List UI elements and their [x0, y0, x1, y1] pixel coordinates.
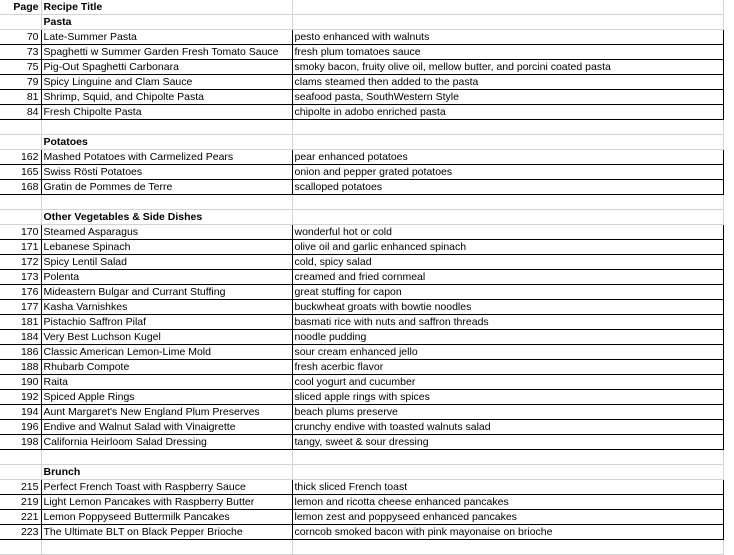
page-number-cell[interactable]: 168 — [0, 180, 41, 195]
blank-row — [0, 540, 723, 555]
recipe-row — [0, 330, 723, 345]
page-number-cell[interactable]: 181 — [0, 315, 41, 330]
recipe-description-cell[interactable]: beach plums preserve — [292, 405, 723, 420]
recipe-row — [0, 75, 723, 90]
page-number-cell[interactable]: 190 — [0, 375, 41, 390]
recipe-title-cell[interactable]: Spaghetti w Summer Garden Fresh Tomato Sauce — [41, 45, 292, 60]
recipe-row — [0, 150, 723, 165]
recipe-description-cell[interactable]: olive oil and garlic enhanced spinach — [292, 240, 723, 255]
recipe-row — [0, 105, 723, 120]
page-number-cell[interactable]: 70 — [0, 30, 41, 45]
page-column-header[interactable]: Page — [0, 0, 41, 15]
recipe-description-cell[interactable]: crunchy endive with toasted walnuts salad — [292, 420, 723, 435]
empty-cell[interactable] — [292, 135, 723, 150]
recipe-title-cell[interactable]: Raita — [41, 375, 292, 390]
empty-cell[interactable] — [41, 450, 292, 465]
section-header-row — [0, 15, 723, 30]
recipe-description-cell[interactable]: fresh acerbic flavor — [292, 360, 723, 375]
recipe-description-cell[interactable]: basmati rice with nuts and saffron threads — [292, 315, 723, 330]
recipe-description-cell[interactable]: scalloped potatoes — [292, 180, 723, 195]
recipe-row — [0, 285, 723, 300]
recipe-description-cell[interactable]: buckwheat groats with bowtie noodles — [292, 300, 723, 315]
recipe-row — [0, 375, 723, 390]
recipe-title-cell[interactable]: Mashed Potatoes with Carmelized Pears — [41, 150, 292, 165]
recipe-description-cell[interactable]: tangy, sweet & sour dressing — [292, 435, 723, 450]
blank-row — [0, 450, 723, 465]
recipe-title-cell[interactable]: Pistachio Saffron Pilaf — [41, 315, 292, 330]
recipe-row — [0, 390, 723, 405]
page-number-cell[interactable]: 172 — [0, 255, 41, 270]
page-number-cell[interactable]: 177 — [0, 300, 41, 315]
recipe-description-cell[interactable]: creamed and fried cornmeal — [292, 270, 723, 285]
section-header-row — [0, 210, 723, 225]
page-number-cell[interactable]: 170 — [0, 225, 41, 240]
page-number-cell[interactable]: 215 — [0, 480, 41, 495]
recipe-title-cell[interactable]: Lebanese Spinach — [41, 240, 292, 255]
recipe-description-cell[interactable]: pear enhanced potatoes — [292, 150, 723, 165]
page-number-cell[interactable]: 162 — [0, 150, 41, 165]
recipe-row — [0, 180, 723, 195]
page-number-cell[interactable]: 79 — [0, 75, 41, 90]
recipe-description-cell[interactable]: lemon and ricotta cheese enhanced pancakes — [292, 495, 723, 510]
page-number-cell[interactable]: 194 — [0, 405, 41, 420]
recipe-description-cell[interactable]: wonderful hot or cold — [292, 225, 723, 240]
recipe-row — [0, 165, 723, 180]
page-number-cell[interactable]: 186 — [0, 345, 41, 360]
section-title[interactable]: Brunch — [41, 465, 292, 480]
recipe-description-cell[interactable]: onion and pepper grated potatoes — [292, 165, 723, 180]
recipe-description-cell[interactable]: sour cream enhanced jello — [292, 345, 723, 360]
empty-cell[interactable] — [292, 15, 723, 30]
description-column-header[interactable] — [292, 0, 723, 15]
recipe-title-cell[interactable]: Perfect French Toast with Raspberry Sauce — [41, 480, 292, 495]
recipe-title-cell[interactable]: Aunt Margaret's New England Plum Preserves — [41, 405, 292, 420]
recipe-row — [0, 360, 723, 375]
recipe-row — [0, 345, 723, 360]
recipe-row — [0, 435, 723, 450]
section-header-row — [0, 465, 723, 480]
recipe-description-cell[interactable]: sliced apple rings with spices — [292, 390, 723, 405]
empty-cell[interactable] — [0, 465, 41, 480]
empty-cell[interactable] — [292, 540, 723, 555]
recipe-title-cell[interactable]: Classic American Lemon-Lime Mold — [41, 345, 292, 360]
page-number-cell[interactable]: 188 — [0, 360, 41, 375]
blank-row — [0, 120, 723, 135]
recipe-title-cell[interactable]: Lemon Poppyseed Buttermilk Pancakes — [41, 510, 292, 525]
section-title[interactable]: Potatoes — [41, 135, 292, 150]
recipe-row — [0, 30, 723, 45]
empty-cell[interactable] — [41, 195, 292, 210]
recipe-row — [0, 420, 723, 435]
recipe-title-cell[interactable]: Mideastern Bulgar and Currant Stuffing — [41, 285, 292, 300]
empty-cell[interactable] — [0, 210, 41, 225]
empty-cell[interactable] — [41, 120, 292, 135]
empty-cell[interactable] — [292, 195, 723, 210]
page-number-cell[interactable]: 196 — [0, 420, 41, 435]
empty-cell[interactable] — [292, 120, 723, 135]
page-number-cell[interactable]: 184 — [0, 330, 41, 345]
page-number-cell[interactable]: 176 — [0, 285, 41, 300]
recipe-description-cell[interactable]: corncob smoked bacon with pink mayonaise on brioche — [292, 525, 723, 540]
recipe-row — [0, 90, 723, 105]
title-column-header[interactable]: Recipe Title — [41, 0, 292, 15]
recipe-description-cell[interactable]: chipolte in adobo enriched pasta — [292, 105, 723, 120]
section-title[interactable]: Pasta — [41, 15, 292, 30]
recipe-title-cell[interactable]: Steamed Asparagus — [41, 225, 292, 240]
empty-cell[interactable] — [41, 540, 292, 555]
recipe-title-cell[interactable]: Kasha Varnishkes — [41, 300, 292, 315]
empty-cell[interactable] — [0, 540, 41, 555]
recipe-description-cell[interactable]: lemon zest and poppyseed enhanced pancakes — [292, 510, 723, 525]
page-number-cell[interactable]: 73 — [0, 45, 41, 60]
recipe-description-cell[interactable]: noodle pudding — [292, 330, 723, 345]
recipe-description-cell[interactable]: seafood pasta, SouthWestern Style — [292, 90, 723, 105]
recipe-title-cell[interactable]: The Ultimate BLT on Black Pepper Brioche — [41, 525, 292, 540]
page-number-cell[interactable]: 198 — [0, 435, 41, 450]
recipe-description-cell[interactable]: great stuffing for capon — [292, 285, 723, 300]
empty-cell[interactable] — [0, 15, 41, 30]
page-number-cell[interactable]: 223 — [0, 525, 41, 540]
recipe-title-cell[interactable]: California Heirloom Salad Dressing — [41, 435, 292, 450]
recipe-title-cell[interactable]: Late-Summer Pasta — [41, 30, 292, 45]
recipe-row — [0, 45, 723, 60]
header-row — [0, 0, 723, 15]
page-number-cell[interactable]: 221 — [0, 510, 41, 525]
recipe-title-cell[interactable]: Spicy Lentil Salad — [41, 255, 292, 270]
recipe-title-cell[interactable]: Spiced Apple Rings — [41, 390, 292, 405]
recipe-description-cell[interactable]: thick sliced French toast — [292, 480, 723, 495]
recipe-description-cell[interactable]: cool yogurt and cucumber — [292, 375, 723, 390]
recipe-description-cell[interactable]: cold, spicy salad — [292, 255, 723, 270]
section-header-row — [0, 135, 723, 150]
page-number-cell[interactable]: 84 — [0, 105, 41, 120]
recipe-row — [0, 480, 723, 495]
recipe-row — [0, 315, 723, 330]
recipe-row — [0, 300, 723, 315]
recipe-title-cell[interactable]: Polenta — [41, 270, 292, 285]
recipe-row — [0, 240, 723, 255]
page-number-cell[interactable]: 81 — [0, 90, 41, 105]
empty-cell[interactable] — [0, 450, 41, 465]
recipe-title-cell[interactable]: Spicy Linguine and Clam Sauce — [41, 75, 292, 90]
recipe-title-cell[interactable]: Shrimp, Squid, and Chipolte Pasta — [41, 90, 292, 105]
empty-cell[interactable] — [0, 135, 41, 150]
recipe-title-cell[interactable]: Rhubarb Compote — [41, 360, 292, 375]
recipe-description-cell[interactable]: fresh plum tomatoes sauce — [292, 45, 723, 60]
recipe-title-cell[interactable]: Very Best Luchson Kugel — [41, 330, 292, 345]
recipe-title-cell[interactable]: Gratin de Pommes de Terre — [41, 180, 292, 195]
recipe-row — [0, 270, 723, 285]
empty-cell[interactable] — [0, 120, 41, 135]
section-title[interactable]: Other Vegetables & Side Dishes — [41, 210, 292, 225]
recipe-title-cell[interactable]: Pig-Out Spaghetti Carbonara — [41, 60, 292, 75]
recipe-title-cell[interactable]: Swiss Rösti Potatoes — [41, 165, 292, 180]
page-number-cell[interactable]: 173 — [0, 270, 41, 285]
page-number-cell[interactable]: 165 — [0, 165, 41, 180]
empty-cell[interactable] — [292, 210, 723, 225]
page-number-cell[interactable]: 171 — [0, 240, 41, 255]
recipe-row — [0, 60, 723, 75]
recipe-row — [0, 510, 723, 525]
blank-row — [0, 195, 723, 210]
empty-cell[interactable] — [292, 465, 723, 480]
recipe-title-cell[interactable]: Light Lemon Pancakes with Raspberry Butter — [41, 495, 292, 510]
recipe-title-cell[interactable]: Fresh Chipolte Pasta — [41, 105, 292, 120]
empty-cell[interactable] — [0, 195, 41, 210]
page-number-cell[interactable]: 75 — [0, 60, 41, 75]
recipe-row — [0, 495, 723, 510]
page-number-cell[interactable]: 219 — [0, 495, 41, 510]
recipe-description-cell[interactable]: clams steamed then added to the pasta — [292, 75, 723, 90]
page-number-cell[interactable]: 192 — [0, 390, 41, 405]
empty-cell[interactable] — [292, 450, 723, 465]
recipe-row — [0, 405, 723, 420]
recipe-description-cell[interactable]: pesto enhanced with walnuts — [292, 30, 723, 45]
recipe-row — [0, 255, 723, 270]
recipe-row — [0, 525, 723, 540]
recipe-description-cell[interactable]: smoky bacon, fruity olive oil, mellow butter, and porcini coated pasta — [292, 60, 723, 75]
recipe-row — [0, 225, 723, 240]
recipe-title-cell[interactable]: Endive and Walnut Salad with Vinaigrette — [41, 420, 292, 435]
